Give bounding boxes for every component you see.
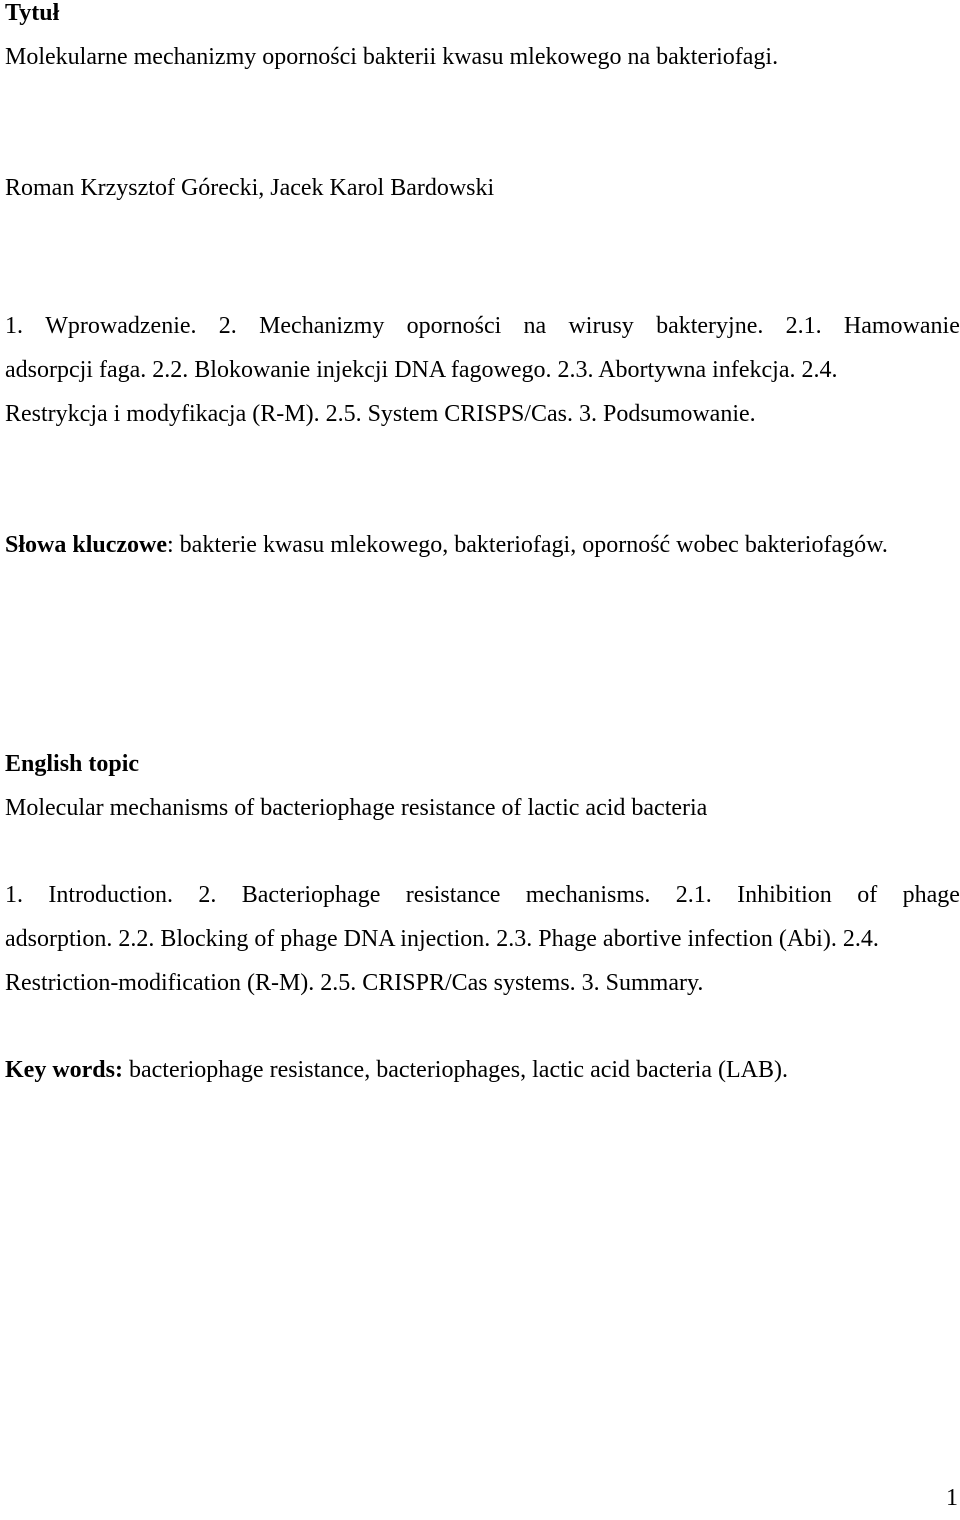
english-heading: English topic <box>5 751 140 777</box>
english-toc-word: 2. <box>198 882 217 908</box>
english-toc-word: Bacteriophage <box>241 882 381 908</box>
polish-toc-line-1 <box>5 304 960 348</box>
english-toc-word: mechanisms. <box>525 882 651 908</box>
english-toc-line-1 <box>5 873 960 917</box>
english-title: Molecular mechanisms of bacteriophage resistance of lactic acid bacteria <box>5 795 708 821</box>
polish-keywords-text: : bakterie kwasu mlekowego, bakteriofagi, oporność wobec bakteriofagów. <box>167 532 888 558</box>
polish-toc-word: wirusy <box>568 313 634 339</box>
polish-toc-word: 2. <box>218 313 237 339</box>
english-toc-word: 2.1. <box>675 882 712 908</box>
english-toc-line-3: Restriction-modification (R-M). 2.5. CRISPR/Cas systems. 3. Summary. <box>5 970 704 996</box>
english-toc-word: resistance <box>405 882 501 908</box>
english-toc-word: Introduction. <box>48 882 174 908</box>
polish-toc-word: Mechanizmy <box>259 313 385 339</box>
polish-toc-word: 2.1. <box>785 313 822 339</box>
polish-toc-word: Wprowadzenie. <box>45 313 197 339</box>
polish-keywords <box>5 523 888 567</box>
polish-toc-word: na <box>523 313 547 339</box>
polish-toc-word: oporności <box>406 313 502 339</box>
polish-toc-line-3: Restrykcja i modyfikacja (R-M). 2.5. System CRISPS/Cas. 3. Podsumowanie. <box>5 401 756 427</box>
polish-heading: Tytuł <box>5 0 60 26</box>
english-keywords-text: bacteriophage resistance, bacteriophages, lactic acid bacteria (LAB). <box>122 1057 788 1083</box>
english-toc-word: of <box>857 882 878 908</box>
english-toc-line-2: adsorption. 2.2. Blocking of phage DNA injection. 2.3. Phage abortive infection (Abi). 2.4. <box>5 926 879 952</box>
polish-toc-word: bakteryjne. <box>656 313 764 339</box>
english-toc-word: Inhibition <box>737 882 832 908</box>
english-keywords <box>5 1048 788 1092</box>
polish-keywords-label: Słowa kluczowe <box>5 532 167 558</box>
polish-toc-line-2: adsorpcji faga. 2.2. Blokowanie injekcji DNA fagowego. 2.3. Abortywna infekcja. 2.4. <box>5 357 838 383</box>
polish-title: Molekularne mechanizmy oporności bakterii kwasu mlekowego na bakteriofagi. <box>5 44 779 70</box>
english-toc-word: phage <box>902 882 960 908</box>
polish-toc-word: Hamowanie <box>843 313 960 339</box>
english-keywords-label: Key words: <box>5 1057 123 1083</box>
english-toc-word: 1. <box>5 882 23 908</box>
page-number: 1 <box>946 1485 958 1511</box>
polish-toc-word: 1. <box>5 313 23 339</box>
authors: Roman Krzysztof Górecki, Jacek Karol Bardowski <box>5 175 495 201</box>
